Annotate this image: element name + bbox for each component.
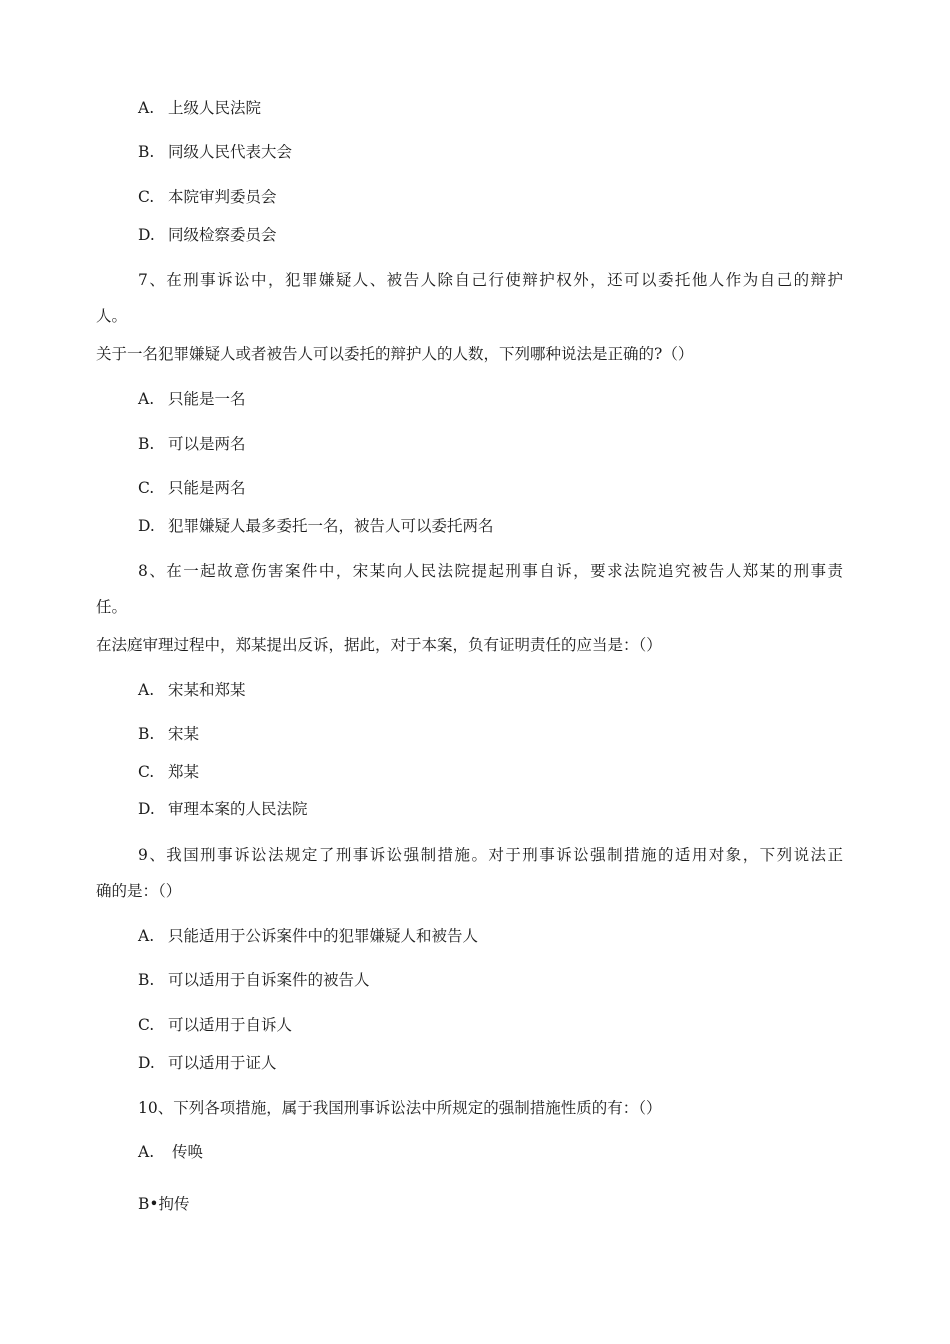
option-text: 可以适用于自诉案件的被告人 [168,971,370,989]
question-8-stem-cont: 任。 [96,598,128,616]
option-text: 只能是一名 [168,390,246,408]
question-9-stem: 9、我国刑事诉讼法规定了刑事诉讼强制措施。对于刑事诉讼强制措施的适用对象，下列说法正 [138,846,843,864]
option-b [138,142,292,162]
option-a [138,680,246,700]
question-10-stem: 10、下列各项措施，属于我国刑事诉讼法中所规定的强制措施性质的有：（） [138,1099,662,1117]
question-7-stem-cont: 人。 [96,307,128,325]
option-b [138,434,246,454]
option-text: 可以适用于证人 [168,1054,277,1072]
option-c [138,762,199,782]
option-b [138,1194,190,1214]
option-label: D. [138,1054,155,1072]
option-text: 犯罪嫌疑人最多委托一名，被告人可以委托两名 [168,517,494,535]
option-text: 同级检察委员会 [168,226,277,244]
option-label: D. [138,517,155,535]
option-label: B. [138,435,155,453]
question-7-prompt: 关于一名犯罪嫌疑人或者被告人可以委托的辩护人的人数，下列哪种说法是正确的?（） [96,345,694,363]
option-text: 只能是两名 [168,479,246,497]
option-label: C. [138,1016,155,1034]
option-text: 宋某和郑某 [168,681,246,699]
option-label: C. [138,479,155,497]
option-d [138,516,494,536]
option-text: 拘传 [158,1195,190,1213]
option-label: C. [138,188,155,206]
option-c [138,478,246,498]
option-label: B. [138,143,155,161]
option-label: A. [138,927,155,945]
option-text: 本院审判委员会 [168,188,277,206]
option-text: 只能适用于公诉案件中的犯罪嫌疑人和被告人 [168,927,479,945]
option-label: C. [138,763,155,781]
option-a [138,98,261,118]
option-label: A. [138,99,155,117]
option-label: A. [138,390,155,408]
option-label: B. [138,725,155,743]
option-label: A. [138,1143,155,1161]
option-text: 传唤 [172,1143,204,1161]
question-9-stem-cont: 确的是：（） [96,882,182,900]
question-8-prompt: 在法庭审理过程中，郑某提出反诉，据此，对于本案，负有证明责任的应当是：（） [96,636,662,654]
option-a [138,926,478,946]
option-d [138,799,308,819]
option-a [138,389,246,409]
option-a [138,1142,203,1162]
option-text: 郑某 [168,763,200,781]
option-c [138,1015,292,1035]
option-label: D. [138,800,155,818]
option-b [138,724,199,744]
option-d [138,225,277,245]
option-text: 上级人民法院 [168,99,262,117]
option-text: 可以适用于自诉人 [168,1016,293,1034]
question-7-stem: 7、在刑事诉讼中，犯罪嫌疑人、被告人除自己行使辩护权外，还可以委托他人作为自己的辩护 [138,271,843,289]
option-text: 同级人民代表大会 [168,143,293,161]
option-c [138,187,277,207]
option-label: A. [138,681,155,699]
option-text: 可以是两名 [168,435,246,453]
option-label: D. [138,226,155,244]
question-8-stem: 8、在一起故意伤害案件中，宋某向人民法院提起刑事自诉，要求法院追究被告人郑某的刑事责 [138,562,843,580]
option-label: B. [138,971,155,989]
option-b [138,970,370,990]
option-label: B• [138,1195,159,1213]
option-text: 宋某 [168,725,200,743]
option-d [138,1053,277,1073]
option-text: 审理本案的人民法院 [168,800,308,818]
